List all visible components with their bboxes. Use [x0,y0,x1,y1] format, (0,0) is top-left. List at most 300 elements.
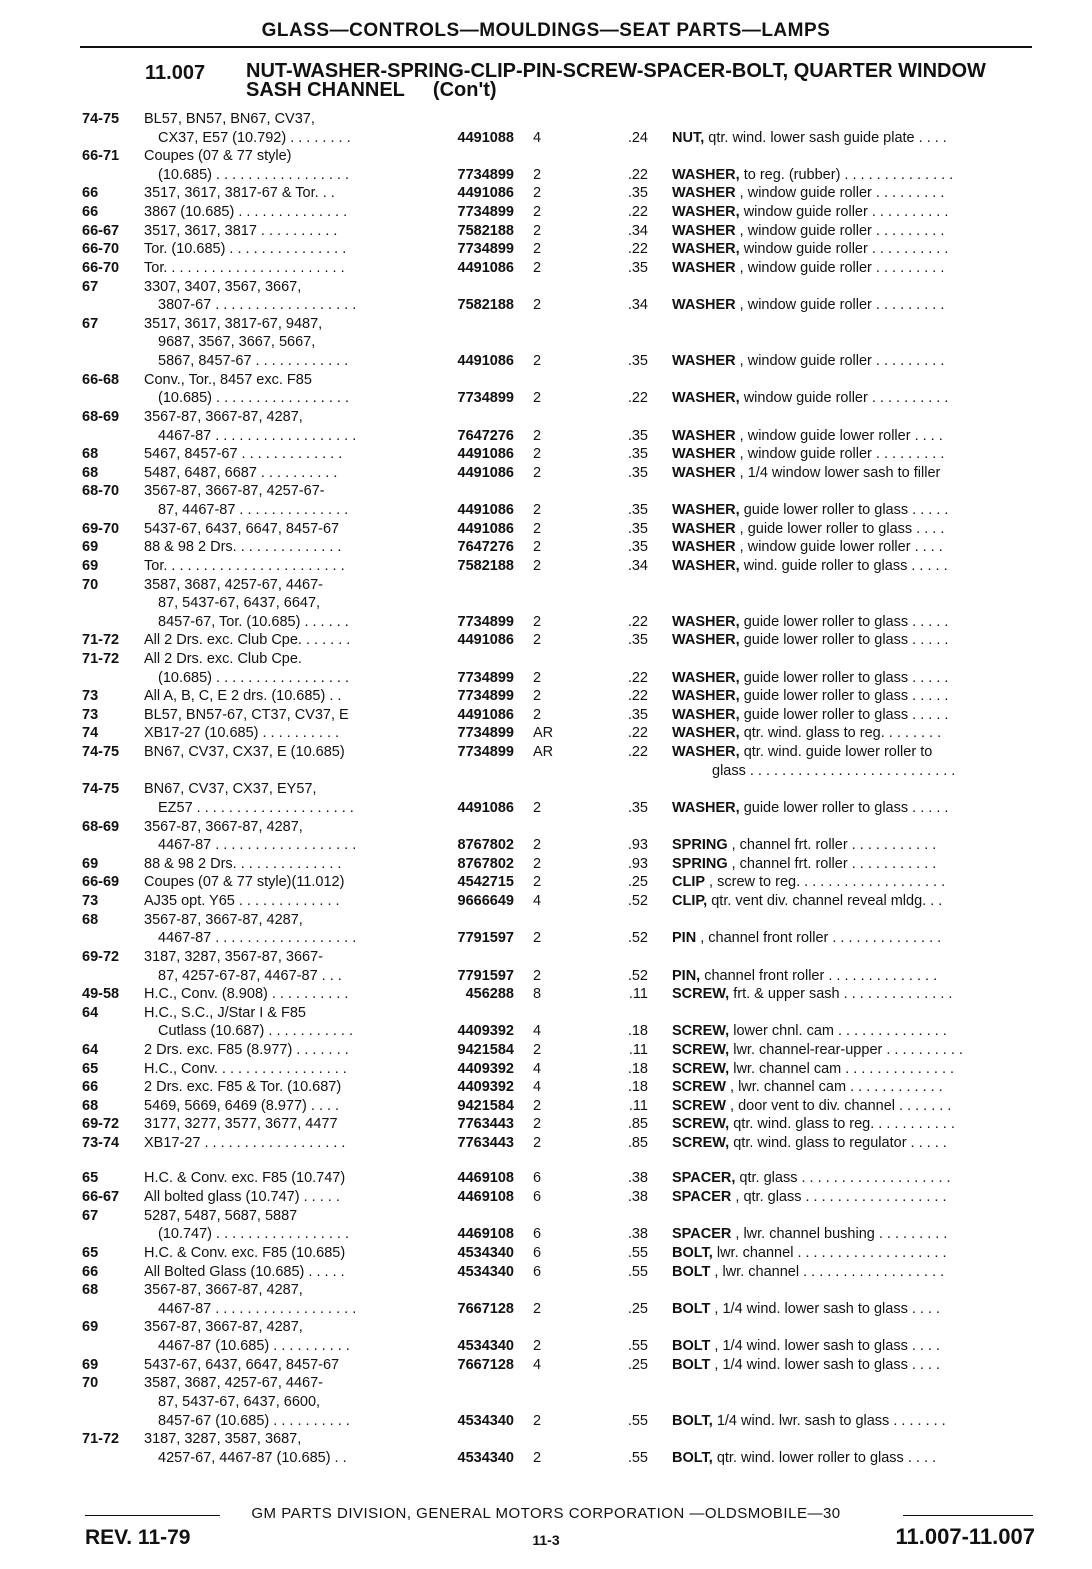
part-number: 4491086 [457,502,514,519]
quantity: 2 [533,632,542,649]
part-description: BOLT, 1/4 wind. lwr. sash to glass . . . . . . . [672,1412,946,1429]
price: .25 [627,1356,648,1373]
part-number: 4491086 [457,446,514,463]
price: .22 [627,744,648,761]
part-name: WASHER [672,353,736,370]
model-years: 69 [82,1356,99,1373]
part-number: 9666649 [457,893,514,910]
model-application: 3567-87, 3667-87, 4287, [144,1319,303,1336]
parts-row [0,296,1092,315]
quantity: 2 [533,1338,542,1355]
part-name: WASHER [672,464,736,481]
part-number: 4534340 [457,1244,514,1261]
price: .35 [627,259,648,276]
parts-row [0,724,1092,743]
parts-row [0,892,1092,911]
model-application: 8457-67 (10.685) . . . . . . . . . . [158,1412,350,1429]
part-name: WASHER, [672,632,740,649]
model-years: 69-70 [82,520,120,537]
quantity: 2 [533,557,542,574]
parts-row [0,1430,1092,1449]
model-years: 74-75 [82,781,120,798]
part-number: 7582188 [457,557,514,574]
model-application: 87, 4467-87 . . . . . . . . . . . . . . [158,502,349,519]
model-years: 69 [82,855,99,872]
part-number: 4491088 [457,129,514,146]
part-number: 4491086 [457,799,514,816]
parts-row [0,873,1092,892]
parts-row [0,631,1092,650]
part-description: WASHER, guide lower roller to glass . . . . . [672,706,949,723]
model-application: Conv., Tor., 8457 exc. F85 [144,371,312,388]
part-description: BOLT, lwr. channel . . . . . . . . . . . . . . . . . . . [672,1244,947,1261]
model-application: EZ57 . . . . . . . . . . . . . . . . . . . . [158,799,354,816]
parts-row [0,799,1092,818]
part-description: WASHER, guide lower roller to glass . . . . . [672,502,949,519]
model-years: 66 [82,1263,99,1280]
part-description: SPRING , channel frt. roller . . . . . . . . . . . [672,837,937,854]
part-name: WASHER, [672,204,740,221]
model-years: 69-72 [82,948,120,965]
parts-row [0,1449,1092,1468]
model-application: 5487, 6487, 6687 . . . . . . . . . . [144,464,338,481]
part-description: SPACER , lwr. channel bushing . . . . . . . . . [672,1226,948,1243]
price: .35 [627,539,648,556]
part-name: SCREW, [672,1042,730,1058]
part-name: WASHER, [672,688,740,705]
parts-row [0,1060,1092,1079]
model-application: 3307, 3407, 3567, 3667, [144,278,302,295]
price: .35 [627,799,648,816]
part-number: 4491086 [457,520,514,537]
part-number: 4469108 [457,1189,514,1206]
parts-row [0,1169,1092,1188]
model-application: 3567-87, 3667-87, 4287, [144,408,303,425]
quantity: 2 [533,539,542,556]
parts-row [0,278,1092,297]
model-application: All Bolted Glass (10.685) . . . . . [144,1263,345,1280]
quantity: 2 [533,222,542,239]
parts-row [0,706,1092,725]
parts-row [0,855,1092,874]
quantity: 2 [533,204,542,221]
part-name: WASHER [672,446,736,463]
parts-row [0,352,1092,371]
price: .35 [627,632,648,649]
price: .55 [627,1449,648,1466]
part-name: BOLT, [672,1244,713,1261]
model-application: 87, 5437-67, 6437, 6647, [158,595,321,612]
parts-row [0,576,1092,595]
model-years: 67 [82,315,99,332]
parts-row [0,687,1092,706]
part-name: WASHER, [672,166,740,183]
parts-row [0,1281,1092,1300]
part-description: WASHER, to reg. (rubber) . . . . . . . . . . . . . . [672,166,954,183]
parts-row [0,1318,1092,1337]
part-name: WASHER, [672,669,740,686]
quantity: 2 [533,1449,542,1466]
model-years: 69 [82,1319,99,1336]
part-description: WASHER, guide lower roller to glass . . . . . [672,799,949,816]
model-years: 68-70 [82,483,120,500]
part-number: 4534340 [457,1449,514,1466]
price: .55 [627,1244,648,1261]
model-application: 4467-87 . . . . . . . . . . . . . . . . . . [158,930,357,947]
price: .35 [627,464,648,481]
quantity: 2 [533,1300,542,1317]
parts-row [0,1188,1092,1207]
model-application: (10.685) . . . . . . . . . . . . . . . . . [158,390,349,407]
part-name: WASHER, [672,390,740,407]
price: .34 [627,297,648,314]
parts-row [0,445,1092,464]
quantity: 6 [533,1170,542,1187]
model-application: All 2 Drs. exc. Club Cpe. . . . . . . [144,632,351,649]
part-name: WASHER, [672,799,740,816]
part-description: WASHER, guide lower roller to glass . . . . . [672,632,949,649]
part-description: WASHER , guide lower roller to glass . . . . [672,520,945,537]
part-description: SCREW, lower chnl. cam . . . . . . . . . . . . . . [672,1023,947,1040]
part-number: 4491086 [457,632,514,649]
parts-row [0,315,1092,334]
part-description: WASHER , 1/4 window lower sash to filler [672,464,941,481]
parts-row [0,762,1092,781]
model-years: 65 [82,1060,99,1077]
model-application: (10.685) . . . . . . . . . . . . . . . . . [158,166,349,183]
parts-row [0,929,1092,948]
part-number: 7763443 [457,1135,514,1152]
parts-row [0,1244,1092,1263]
part-name: WASHER, [672,613,740,630]
parts-row [0,1022,1092,1041]
model-years: 68 [82,911,99,928]
price: .22 [627,688,648,705]
parts-row [0,1134,1092,1153]
part-description: SPRING , channel frt. roller . . . . . . . . . . . [672,855,937,872]
price: .22 [627,669,648,686]
model-years: 65 [82,1244,99,1261]
quantity: 2 [533,967,542,984]
model-application: H.C. & Conv. exc. F85 (10.747) [144,1170,346,1187]
part-description: PIN , channel front roller . . . . . . . . . . . . . . [672,930,942,947]
part-description: SPACER, qtr. glass . . . . . . . . . . . . . . . . . . . [672,1170,951,1187]
quantity: 2 [533,297,542,314]
model-years: 66 [82,1079,99,1096]
part-number: 7582188 [457,297,514,314]
model-years: 67 [82,1207,99,1224]
parts-row [0,147,1092,166]
part-name: CLIP, [672,893,708,910]
model-application: 3587, 3687, 4257-67, 4467- [144,576,323,593]
price: .22 [627,725,648,742]
quantity: 4 [533,129,542,146]
price: .52 [627,930,648,947]
quantity: 6 [533,1263,542,1280]
model-years: 64 [82,1004,99,1021]
price: .35 [627,502,648,519]
part-description: BOLT , 1/4 wind. lower sash to glass . . . . [672,1338,941,1355]
quantity: 2 [533,669,542,686]
part-description: WASHER , window guide roller . . . . . . . . . [672,446,945,463]
part-number: 4534340 [457,1338,514,1355]
quantity: 2 [533,390,542,407]
part-number: 4542715 [457,874,514,891]
footer-revision: REV. 11-79 [85,1526,191,1549]
price: .34 [627,557,648,574]
quantity: 2 [533,464,542,481]
parts-row [0,1078,1092,1097]
parts-row [0,669,1092,688]
price: .18 [627,1023,648,1040]
parts-row [0,1374,1092,1393]
part-number: 8767802 [457,837,514,854]
part-description: BOLT , 1/4 wind. lower sash to glass . . . . [672,1300,941,1317]
model-application: H.C., Conv. (8.908) . . . . . . . . . . [144,986,349,1003]
price: .25 [627,1300,648,1317]
quantity: 4 [533,1060,542,1077]
model-application: 3867 (10.685) . . . . . . . . . . . . . . [144,204,348,221]
part-name: WASHER [672,520,736,537]
parts-row [0,501,1092,520]
parts-row [0,836,1092,855]
quantity: 6 [533,1244,542,1261]
part-description: WASHER, qtr. wind. glass to reg. . . . . . . . [672,725,942,742]
part-name: PIN [672,930,697,947]
part-description: SCREW, lwr. channel cam . . . . . . . . . . . . . . [672,1060,955,1077]
parts-row [0,1393,1092,1412]
model-application: H.C., S.C., J/Star I & F85 [144,1004,306,1021]
model-application: 3567-87, 3667-87, 4287, [144,818,303,835]
part-name: WASHER, [672,725,740,742]
model-application: 88 & 98 2 Drs. . . . . . . . . . . . . . [144,539,342,556]
part-description: SCREW, frt. & upper sash . . . . . . . . . . . . . . [672,986,953,1003]
price: .38 [627,1170,648,1187]
parts-row [0,427,1092,446]
model-application: 87, 4257-67-87, 4467-87 . . . [158,967,342,984]
part-number: 7667128 [457,1356,514,1373]
model-years: 71-72 [82,650,120,667]
part-name: BOLT, [672,1449,713,1466]
quantity: 2 [533,185,542,202]
quantity: 4 [533,1356,542,1373]
part-name: SPRING [672,855,728,872]
parts-row [0,1097,1092,1116]
model-application: 5469, 5669, 6469 (8.977) . . . . [144,1097,340,1114]
parts-row [0,948,1092,967]
quantity: 2 [533,1135,542,1152]
part-number: 7734899 [457,688,514,705]
model-application: 3567-87, 3667-87, 4257-67- [144,483,325,500]
parts-row [0,1004,1092,1023]
parts-row [0,594,1092,613]
model-application: Cutlass (10.687) . . . . . . . . . . . [158,1023,354,1040]
page-header-title: GLASS—CONTROLS—MOULDINGS—SEAT PARTS—LAMPS [261,20,831,41]
part-description: SCREW, qtr. wind. glass to reg. . . . . . . . . . . [672,1116,955,1133]
part-description: WASHER, wind. guide roller to glass . . . . . [672,557,948,574]
parts-row [0,818,1092,837]
model-years: 74-75 [82,744,120,761]
part-name: SPACER [672,1226,732,1243]
price: .22 [627,204,648,221]
price: .85 [627,1135,648,1152]
model-application: 3517, 3617, 3817 . . . . . . . . . . [144,222,338,239]
model-years: 66-70 [82,259,120,276]
part-number: 4491086 [457,185,514,202]
parts-row [0,333,1092,352]
model-application: 87, 5437-67, 6437, 6600, [158,1393,321,1410]
model-application: BN67, CV37, CX37, E (10.685) [144,744,345,761]
part-description: BOLT , lwr. channel . . . . . . . . . . . . . . . . . . [672,1263,945,1280]
model-application: 4467-87 (10.685) . . . . . . . . . . [158,1338,350,1355]
part-name: WASHER [672,297,736,314]
section-number: 11.007 [145,62,206,84]
model-application: 5467, 8457-67 . . . . . . . . . . . . . [144,446,343,463]
model-years: 66-70 [82,241,120,258]
model-years: 71-72 [82,1431,120,1448]
model-application: 3177, 3277, 3577, 3677, 4477 [144,1116,338,1133]
part-name: WASHER [672,185,736,202]
model-application: 4467-87 . . . . . . . . . . . . . . . . . . [158,1300,357,1317]
price: .38 [627,1189,648,1206]
model-application: All bolted glass (10.747) . . . . . [144,1189,340,1206]
model-years: 66-69 [82,874,120,891]
part-number: 7734899 [457,744,514,761]
model-application: 3807-67 . . . . . . . . . . . . . . . . . . [158,297,357,314]
part-name: NUT, [672,129,705,146]
part-name: CLIP [672,874,706,891]
quantity: 4 [533,1079,542,1096]
part-name: WASHER [672,427,736,444]
model-application: 2 Drs. exc. F85 (8.977) . . . . . . . [144,1042,349,1058]
model-application: Tor. (10.685) . . . . . . . . . . . . . . . [144,241,347,258]
parts-row [0,110,1092,129]
parts-row [0,184,1092,203]
model-years: 69 [82,539,99,556]
part-number: 4491086 [457,259,514,276]
model-years: 68 [82,1097,99,1114]
part-number: 8767802 [457,855,514,872]
footer-text: GM PARTS DIVISION, GENERAL MOTORS CORPORATION —OLDSMOBILE—30 [251,1505,841,1522]
quantity: 2 [533,502,542,519]
part-name: WASHER [672,259,736,276]
price: .93 [627,837,648,854]
parts-row [0,259,1092,278]
price: .22 [627,613,648,630]
model-years: 70 [82,576,99,593]
part-number: 4491086 [457,706,514,723]
parts-row [0,166,1092,185]
model-application: 5287, 5487, 5687, 5887 [144,1207,298,1224]
parts-row [0,408,1092,427]
parts-row [0,911,1092,930]
parts-row [0,222,1092,241]
model-years: 66-71 [82,148,120,165]
model-years: 68 [82,464,99,481]
model-application: 3567-87, 3667-87, 4287, [144,911,303,928]
quantity: 2 [533,353,542,370]
model-application: 4467-87 . . . . . . . . . . . . . . . . . . [158,427,357,444]
price: .35 [627,520,648,537]
model-years: 74-75 [82,111,120,127]
part-description: SCREW, qtr. wind. glass to regulator . . . . . [672,1135,947,1152]
footer-rule-right [903,1515,1033,1516]
model-application: Coupes (07 & 77 style)(11.012) [144,874,345,891]
part-number: 7734899 [457,390,514,407]
quantity: AR [533,725,554,742]
model-application: 3517, 3617, 3817-67 & Tor. . . [144,185,335,202]
footer-page-number: 11-3 [532,1532,560,1548]
parts-row [0,1337,1092,1356]
parts-row [0,650,1092,669]
model-application: Coupes (07 & 77 style) [144,148,292,165]
price: .11 [628,986,648,1003]
model-application: 3567-87, 3667-87, 4287, [144,1282,303,1299]
model-application: 5867, 8457-67 . . . . . . . . . . . . [158,353,349,370]
part-number: 7734899 [457,613,514,630]
model-years: 73-74 [82,1135,120,1152]
part-name: BOLT [672,1300,711,1317]
parts-row [0,613,1092,632]
price: .11 [628,1042,648,1058]
part-number: 7791597 [457,967,514,984]
quantity: 2 [533,166,542,183]
model-application: BL57, BN57, BN67, CV37, [144,111,315,127]
model-years: 66-68 [82,371,120,388]
quantity: 8 [533,986,542,1003]
part-description: SCREW , door vent to div. channel . . . . . . . [672,1097,952,1114]
quantity: 2 [533,930,542,947]
part-description: WASHER, window guide roller . . . . . . . . . . [672,241,949,258]
parts-row [0,557,1092,576]
model-application: 4467-87 . . . . . . . . . . . . . . . . . . [158,837,357,854]
quantity: 2 [533,837,542,854]
price: .18 [627,1079,648,1096]
part-number: 7734899 [457,241,514,258]
quantity: 2 [533,688,542,705]
quantity: 2 [533,427,542,444]
part-description: WASHER, guide lower roller to glass . . . . . [672,613,949,630]
part-description: BOLT , 1/4 wind. lower sash to glass . . . . [672,1356,941,1373]
part-number: 4469108 [457,1170,514,1187]
part-name: SPACER [672,1189,732,1206]
part-description: SPACER , qtr. glass . . . . . . . . . . . . . . . . . . [672,1189,947,1206]
price: .35 [627,353,648,370]
part-description: WASHER , window guide roller . . . . . . . . . [672,259,945,276]
part-description: WASHER, guide lower roller to glass . . . . . [672,688,949,705]
quantity: 2 [533,874,542,891]
quantity: 2 [533,855,542,872]
model-years: 73 [82,688,99,705]
part-number: 9421584 [457,1042,514,1058]
parts-row [0,389,1092,408]
part-number: 4409392 [457,1023,514,1040]
quantity: 2 [533,1412,542,1429]
parts-row [0,780,1092,799]
model-years: 68 [82,1282,99,1299]
part-description: WASHER, guide lower roller to glass . . . . . [672,669,949,686]
part-name: SCREW, [672,1060,730,1077]
price: .22 [627,390,648,407]
parts-row [0,1207,1092,1226]
price: .55 [627,1263,648,1280]
price: .18 [627,1060,648,1077]
parts-row [0,1263,1092,1282]
part-description: WASHER, window guide roller . . . . . . . . . . [672,204,949,221]
part-description: WASHER, window guide roller . . . . . . . . . . [672,390,949,407]
model-years: 65 [82,1170,99,1187]
part-description: WASHER , window guide roller . . . . . . . . . [672,353,945,370]
